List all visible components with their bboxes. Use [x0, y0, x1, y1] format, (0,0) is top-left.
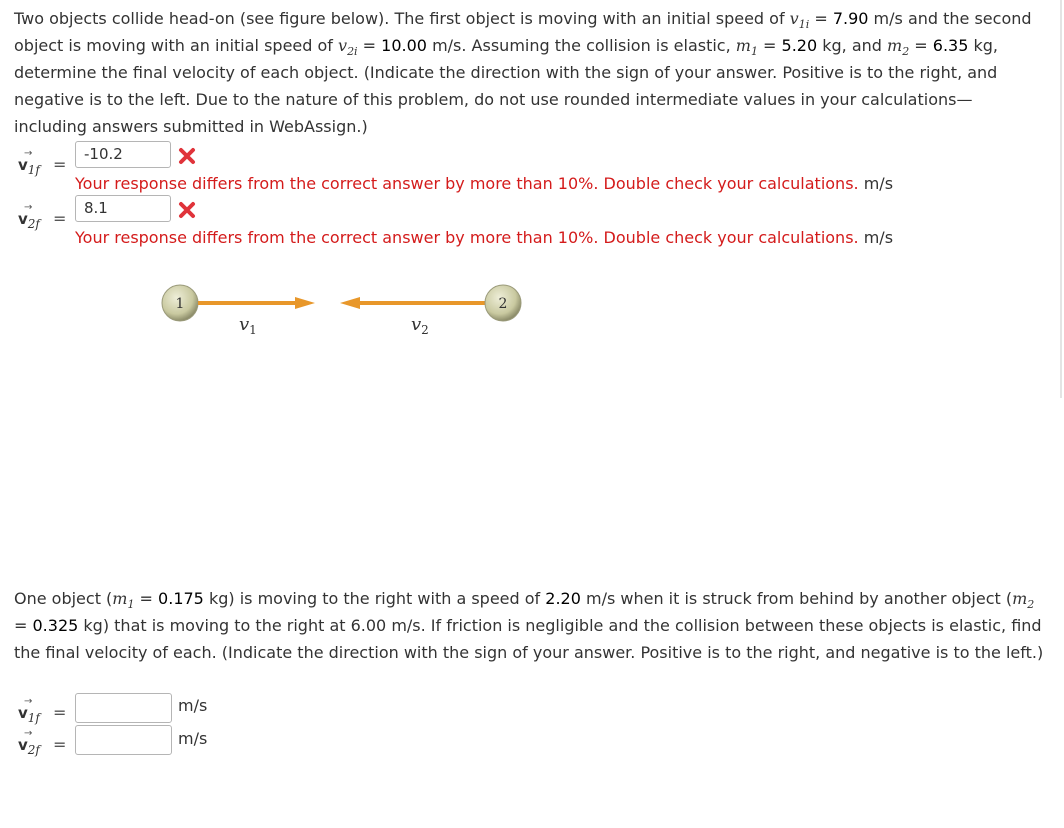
svg-text:1: 1 [175, 296, 185, 312]
problem1-text-part: Two objects collide head-on (see figure below). The first object is moving with an initial speed of [14, 9, 790, 28]
vector-arrow-icon: → [24, 696, 33, 707]
arrow-left-icon [340, 297, 486, 309]
m2-symbol: $m_2$ [887, 36, 910, 59]
v1f-label: → $v_{1f}$ = [18, 148, 67, 177]
answer-row-v1f [18, 145, 1018, 200]
v1f-unit: m/s [863, 174, 894, 193]
v1f-feedback: Your response differs from the correct answer by more than 10%. Double check your calculations. m/s [75, 174, 894, 193]
m2-value: 6.35 [932, 36, 969, 55]
v2f-feedback: Your response differs from the correct answer by more than 10%. Double check your calculations. m/s [75, 228, 894, 247]
v2f-unit: m/s [863, 228, 894, 247]
m2-symbol: $m_2$ [1012, 589, 1035, 612]
speed1-value: 2.20 [545, 589, 581, 608]
m2-value: 0.325 [32, 616, 79, 635]
arrow-right-icon [198, 297, 315, 309]
answer-row-v2f [18, 199, 1018, 254]
v2f-input[interactable]: 8.1 [75, 195, 171, 222]
right-panel-border [1060, 0, 1062, 398]
v2i-value: 10.00 [381, 36, 427, 55]
incorrect-x-icon [177, 200, 197, 220]
problem1-text: Two objects collide head-on (see figure below). The first object is moving with an initial speed of $v_{1i} = 7.90$ m/s and the second object is moving with an initial speed of $v_{2i} = 10.00$ m/s. Assuming the collision is elastic, $m_1 = 5.20$ kg, and $m_2 = 6.35$ kg, determine the final velocity of each object. (Indicate the direction with the sign of your answer. Positive is to the right, and negative is to the left. Due to the nature of this problem, do not use rounded intermediate values in your calculations—including answers submitted in WebAssign.) [14, 9, 1032, 136]
object-2-ball [485, 285, 521, 321]
v2-figure-label: $v_2$ [411, 314, 429, 337]
problem2-text: One object ($m_1 = 0.175$ kg) is moving to the right with a speed of 2.20 m/s when it is struck from behind by another object ($m_2 = 0.325$ kg) that is moving to the right at 6.00 m/s. If friction is negligible and the collision between these objects is elastic, find the final velocity of each. (Indicate the direction with the sign of your answer. Positive is to the right, and negative is to the left.) [14, 589, 1044, 662]
vector-arrow-icon: → [24, 148, 33, 159]
answer-row-p2-v1f [18, 696, 418, 726]
p2-v1f-input[interactable] [75, 693, 172, 723]
answer-row-p2-v2f [18, 728, 418, 758]
svg-text:2: 2 [498, 296, 508, 312]
p2-v2f-input[interactable] [75, 725, 172, 755]
v1i-value: 7.90 [832, 9, 869, 28]
object-1-ball [162, 285, 198, 321]
v1-figure-label: $v_1$ [239, 314, 257, 337]
vector-arrow-icon: → [24, 728, 33, 739]
v2f-label: → $v_{2f}$ = [18, 728, 67, 757]
incorrect-x-icon [177, 146, 197, 166]
p2-v2f-unit: m/s [178, 729, 208, 748]
p2-v1f-unit: m/s [178, 696, 208, 715]
v2i-symbol: $v_{2i}$ [338, 36, 358, 59]
v1f-label: → $v_{1f}$ = [18, 696, 67, 725]
v2f-label: → $v_{2f}$ = [18, 202, 67, 231]
vector-arrow-icon: → [24, 202, 33, 213]
v1f-input[interactable]: -10.2 [75, 141, 171, 168]
m1-symbol: $m_1$ [735, 36, 758, 59]
m1-symbol: $m_1$ [112, 589, 135, 612]
v1i-symbol: $v_{1i}$ [789, 9, 810, 32]
collision-figure [155, 280, 535, 350]
m1-value: 5.20 [781, 36, 818, 55]
m1-value: 0.175 [158, 589, 204, 608]
